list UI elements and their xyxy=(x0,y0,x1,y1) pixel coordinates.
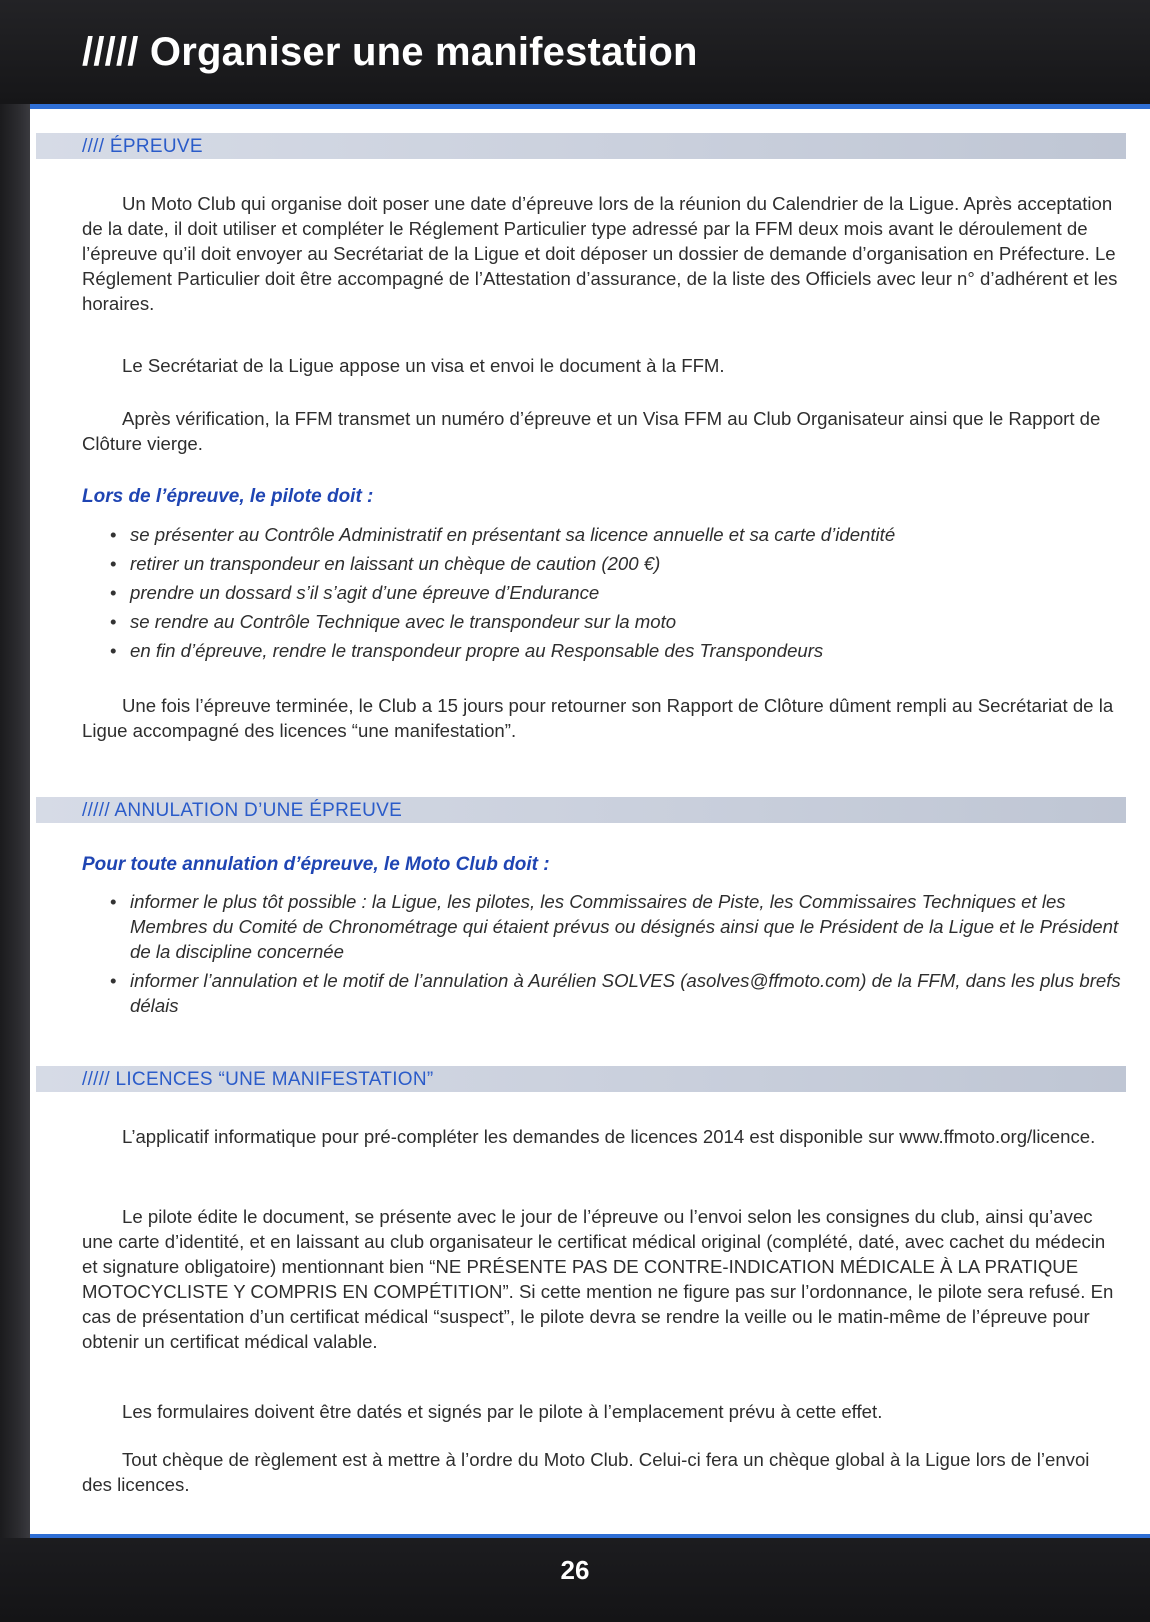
list-item: • informer le plus tôt possible : la Ligue, les pilotes, les Commissaires de Piste, les Commissaires Techniques et les Membres du Comité de Chronométrage qui étaient prévus ou désignés ainsi que le Président de la Ligue et le Président de la discipline concernée xyxy=(110,891,1119,962)
paragraph: Une fois l’épreuve terminée, le Club a 15 jours pour retourner son Rapport de Clôture dûment rempli au Secrétariat de la Ligue accompagné des licences “une manifestation”. xyxy=(82,695,1114,741)
list-item: • en fin d’épreuve, rendre le transpondeur propre au Responsable des Transpondeurs xyxy=(110,640,824,661)
list-item: • se présenter au Contrôle Administratif en présentant sa licence annuelle et sa carte d’identité xyxy=(110,524,896,545)
bullet-icon: • xyxy=(110,891,117,912)
paragraph: Le pilote édite le document, se présente avec le jour de l’épreuve ou l’envoi selon les consignes du club, ainsi qu’avec une carte d’identité, et en laissant au club organisateur le certificat médical original (complété, daté, avec cachet du médecin et signature obligatoire) mentionnant bien “NE PRÉSENTE PAS DE CONTRE-INDICATION MÉDICALE À LA PRATIQUE MOTOCYCLISTE Y COMPRIS EN COMPÉTITION”. Si cette mention ne figure pas sur l’ordonnance, le pilote sera refusé. En cas de présentation d’un certificat médical “suspect”, le pilote devra se rendre la veille ou le matin-même de l’épreuve pour obtenir un certificat médical valable. xyxy=(82,1206,1114,1352)
section-title-annulation: ///// ANNULATION D’UNE ÉPREUVE xyxy=(82,800,403,821)
subheading-pilote: Lors de l’épreuve, le pilote doit : xyxy=(82,486,374,507)
section-bar-licences xyxy=(36,1066,1126,1092)
bullet-icon: • xyxy=(110,611,117,632)
section-bar-epreuve xyxy=(36,133,1126,159)
paragraph: Un Moto Club qui organise doit poser une date d’épreuve lors de la réunion du Calendrier de la Ligue. Après acceptation de la date, il doit utiliser et compléter le Réglement Particulier type adressé par la FFM deux mois avant le déroulement de l’épreuve qu’il doit envoyer au Secrétariat de la Ligue et doit déposer un dossier de demande d’organisation en Préfecture. Le Réglement Particulier doit être accompagné de l’Attestation d’assurance, de la liste des Officiels avec leur n° d’adhérent et les horaires. xyxy=(82,193,1118,314)
page-number: 26 xyxy=(560,1555,590,1585)
page-content xyxy=(30,109,1142,1534)
list-item: • se rendre au Contrôle Technique avec le transpondeur sur la moto xyxy=(110,611,677,632)
section-title-licences: ///// LICENCES “UNE MANIFESTATION” xyxy=(82,1069,434,1090)
list-item: • retirer un transpondeur en laissant un chèque de caution (200 €) xyxy=(110,553,661,574)
paragraph: Après vérification, la FFM transmet un numéro d’épreuve et un Visa FFM au Club Organisateur ainsi que le Rapport de Clôture vierge. xyxy=(82,408,1101,454)
page-header xyxy=(0,0,1150,104)
bullet-icon: • xyxy=(110,640,117,661)
bullet-icon: • xyxy=(110,553,117,574)
subheading-annulation: Pour toute annulation d’épreuve, le Moto Club doit : xyxy=(82,854,550,875)
list-item: • prendre un dossard s’il s’agit d’une épreuve d’Endurance xyxy=(110,582,600,603)
paragraph: Tout chèque de règlement est à mettre à l’ordre du Moto Club. Celui-ci fera un chèque global à la Ligue lors de l’envoi des licences. xyxy=(82,1449,1090,1495)
pilote-bullet-list xyxy=(82,522,1122,667)
bullet-icon: • xyxy=(110,970,117,991)
section-bar-annulation xyxy=(36,797,1126,823)
section-title-epreuve: //// ÉPREUVE xyxy=(82,136,203,157)
paragraph: Les formulaires doivent être datés et signés par le pilote à l’emplacement prévu à cette effet. xyxy=(122,1401,883,1422)
paragraph: Le Secrétariat de la Ligue appose un visa et envoi le document à la FFM. xyxy=(122,355,725,376)
page-title: ///// Organiser une manifestation xyxy=(82,30,698,74)
left-decorative-band xyxy=(0,0,30,1622)
bullet-icon: • xyxy=(110,582,117,603)
bullet-icon: • xyxy=(110,524,117,545)
annulation-bullet-list xyxy=(82,889,1122,1022)
list-item: • informer l’annulation et le motif de l’annulation à Aurélien SOLVES (asolves@ffmoto.com) de la FFM, dans les plus brefs délais xyxy=(110,970,1121,1016)
paragraph: L’applicatif informatique pour pré-compléter les demandes de licences 2014 est disponible sur www.ffmoto.org/licence. xyxy=(122,1126,1096,1147)
